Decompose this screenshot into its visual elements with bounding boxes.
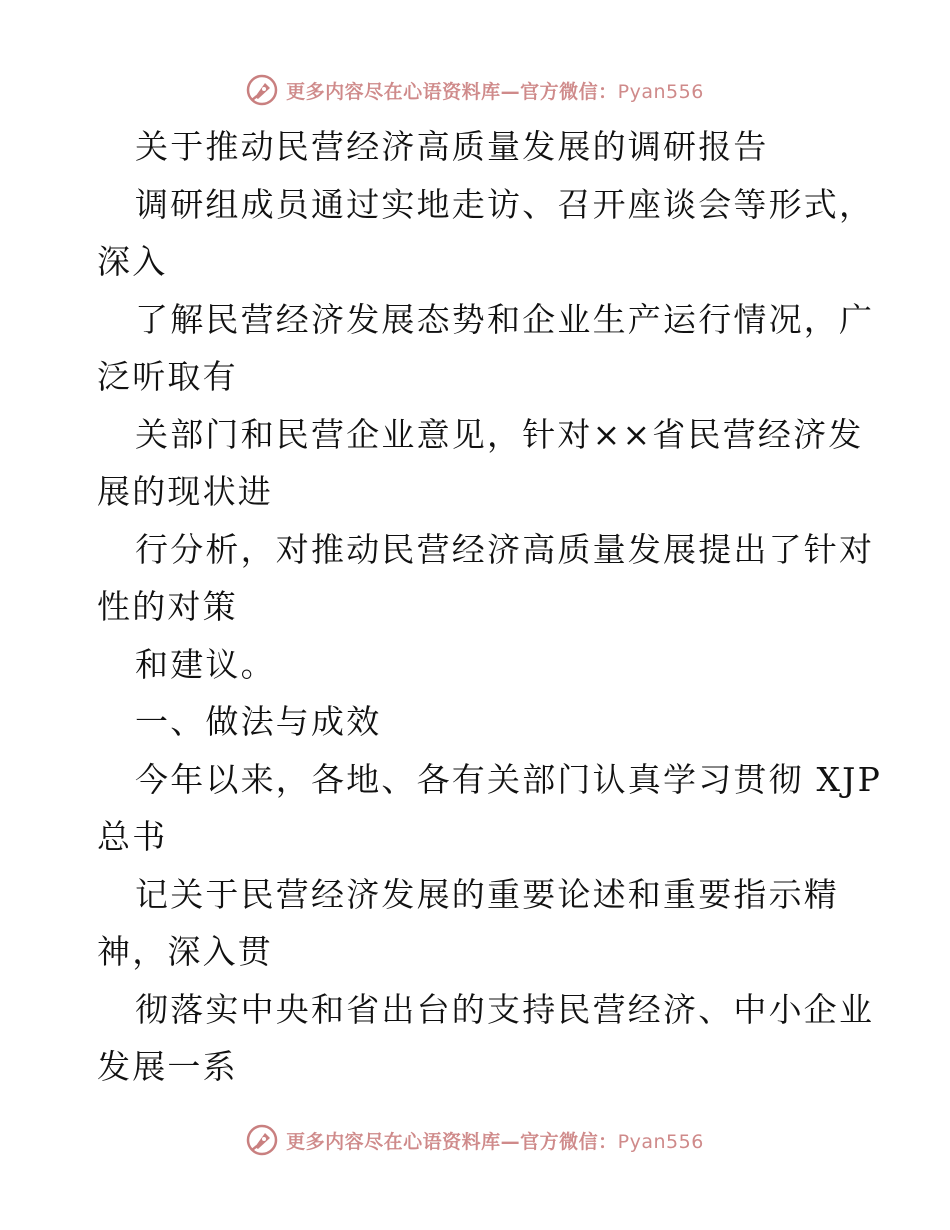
- text-line: 调研组成员通过实地走访、召开座谈会等形式，: [135, 184, 875, 224]
- pen-nib-logo-icon: [246, 1124, 278, 1156]
- text-line: 性的对策: [97, 587, 238, 626]
- text-line: 行分析，对推动民营经济高质量发展提出了针对: [135, 529, 875, 569]
- text-line: 关部门和民营企业意见，针对××省民营经济发: [135, 414, 864, 454]
- text-line: 发展一系: [97, 1047, 238, 1086]
- text-line: 了解民营经济发展态势和企业生产运行情况，广: [135, 299, 875, 339]
- watermark-wechat-id: Pyan556: [617, 1130, 704, 1153]
- watermark-text: 更多内容尽在心语资料库—官方微信：: [286, 1130, 618, 1153]
- text-line: 彻落实中央和省出台的支持民营经济、中小企业: [135, 989, 875, 1029]
- text-line: 和建议。: [135, 644, 276, 684]
- text-line: 展的现状进: [97, 472, 273, 511]
- text-line: 关于推动民营经济高质量发展的调研报告: [135, 127, 769, 166]
- text-line: 泛听取有: [97, 357, 238, 396]
- watermark-wechat-id: Pyan556: [617, 80, 704, 103]
- text-line: 神，深入贯: [97, 932, 273, 971]
- text-line: 深入: [97, 242, 168, 281]
- watermark-text: 更多内容尽在心语资料库—官方微信：: [286, 80, 618, 103]
- text-line: 一、做法与成效: [135, 702, 382, 741]
- document-body: [97, 118, 883, 1096]
- text-line: 总书: [97, 817, 168, 856]
- footer-watermark: [0, 1120, 950, 1160]
- text-line: 今年以来，各地、各有关部门认真学习贯彻 XJP: [135, 759, 883, 799]
- text-line: 记关于民营经济发展的重要论述和重要指示精: [135, 874, 839, 914]
- header-watermark: [0, 70, 950, 110]
- pen-nib-logo-icon: [246, 74, 278, 106]
